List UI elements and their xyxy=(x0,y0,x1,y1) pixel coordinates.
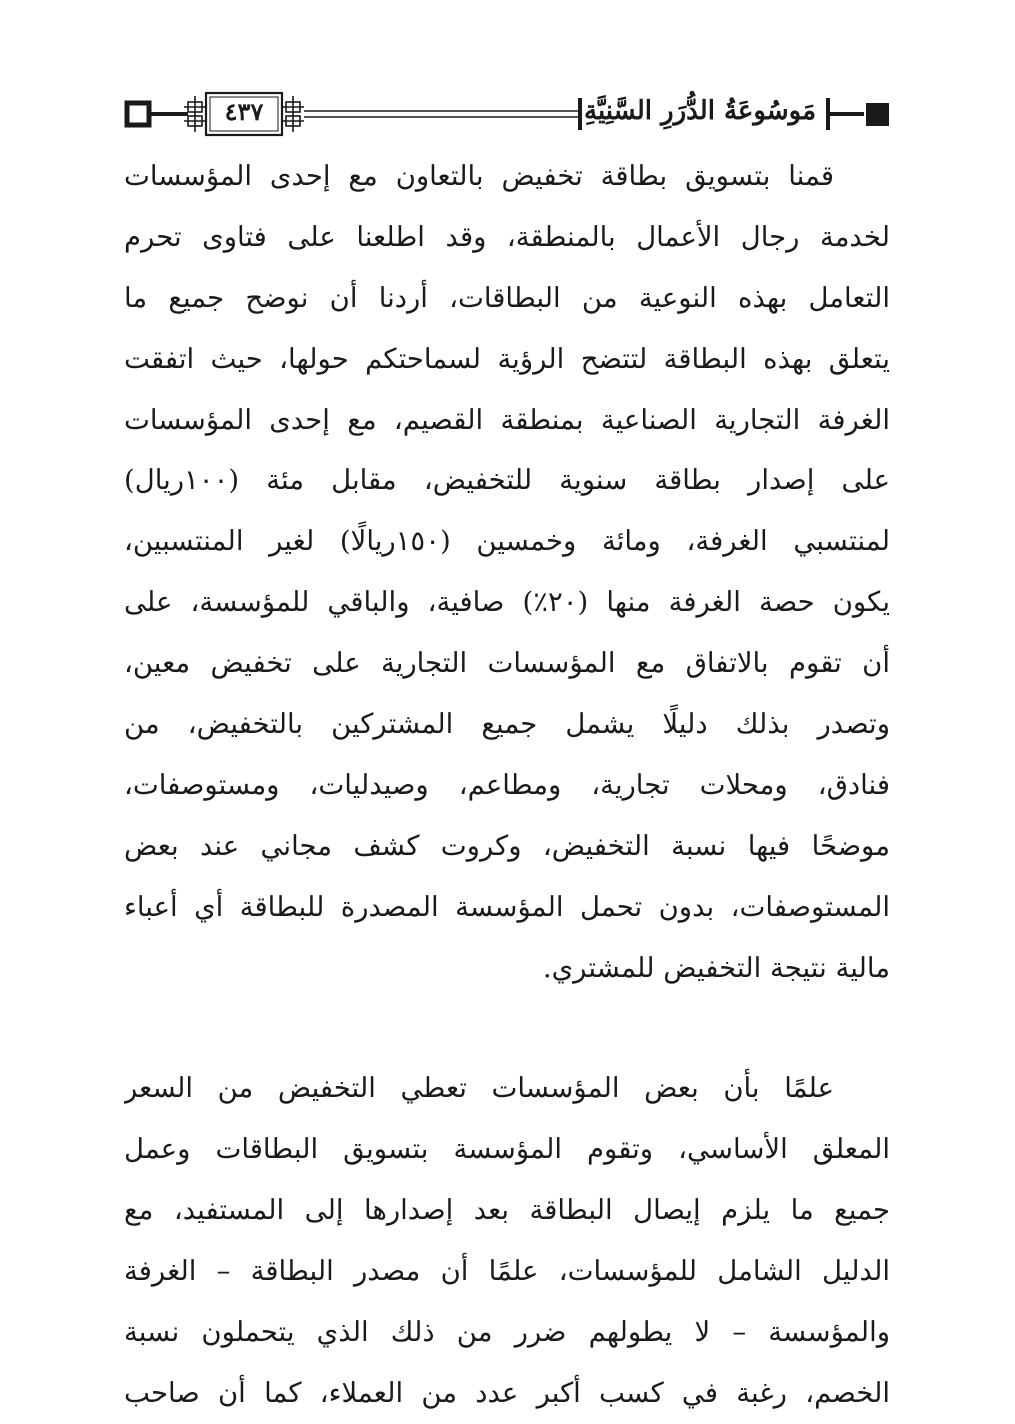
text-line: الدليل الشامل للمؤسسات، علمًا أن مصدر البطاقة – الغرفة xyxy=(124,1255,890,1288)
text-line: المستوصفات، بدون تحمل المؤسسة المصدرة للبطاقة أي أعباء xyxy=(124,890,890,923)
text-line: قمنا بتسويق بطاقة تخفيض بالتعاون مع إحدى المؤسسات xyxy=(124,160,834,192)
text-line: يتعلق بهذه البطاقة لتتضح الرؤية لسماحتكم حولها، حيث اتفقت xyxy=(124,342,890,375)
text-line: مالية نتيجة التخفيض للمشتري. xyxy=(542,951,890,984)
text-line: والمؤسسة – لا يطولهم ضرر من ذلك الذي يتحملون نسبة xyxy=(124,1316,890,1349)
text-line: لخدمة رجال الأعمال بالمنطقة، وقد اطلعنا على فتاوى تحرم xyxy=(124,220,890,253)
paragraph-1 xyxy=(124,146,890,998)
paragraph-gap xyxy=(124,998,890,1058)
main-text xyxy=(124,146,890,1424)
text-line: الغرفة التجارية الصناعية بمنطقة القصيم، مع إحدى المؤسسات xyxy=(124,403,890,436)
text-line: يكون حصة الغرفة منها (٢٠٪) صافية، والباقي للمؤسسة، على xyxy=(124,586,890,619)
text-line: على إصدار بطاقة سنوية للتخفيض، مقابل مئة (١٠٠ريال) xyxy=(124,464,890,497)
text-line: أن تقوم بالاتفاق مع المؤسسات التجارية على تخفيض معين، xyxy=(124,647,890,680)
book-title: مَوسُوعَةُ الدُّرَرِ السَّنِيَّةِ xyxy=(584,96,817,126)
text-line: علمًا بأن بعض المؤسسات تعطي التخفيض من السعر xyxy=(124,1072,834,1105)
text-line: المعلق الأساسي، وتقوم المؤسسة بتسويق البطاقات وعمل xyxy=(124,1133,890,1166)
text-line: الخصم، رغبة في كسب أكبر عدد من العملاء، كما أن صاحب xyxy=(124,1376,890,1409)
paragraph-2 xyxy=(124,1058,890,1423)
text-line: فنادق، ومحلات تجارية، ومطاعم، وصيدليات، ومستوصفات، xyxy=(124,768,890,801)
text-line: موضحًا فيها نسبة التخفيض، وكروت كشف مجاني عند بعض xyxy=(124,829,890,862)
text-line: لمنتسبي الغرفة، ومائة وخمسين (١٥٠ريالًا) لغير المنتسبين، xyxy=(124,525,890,558)
text-line: وتصدر بذلك دليلًا يشمل جميع المشتركين بالتخفيض، من xyxy=(124,708,890,741)
page-number: ٤٣٧ xyxy=(224,96,264,126)
text-line: جميع ما يلزم إيصال البطاقة بعد إصدارها إلى المستفيد، مع xyxy=(124,1194,890,1227)
text-line: التعامل بهذه النوعية من البطاقات، أردنا أن نوضح جميع ما xyxy=(124,281,890,314)
